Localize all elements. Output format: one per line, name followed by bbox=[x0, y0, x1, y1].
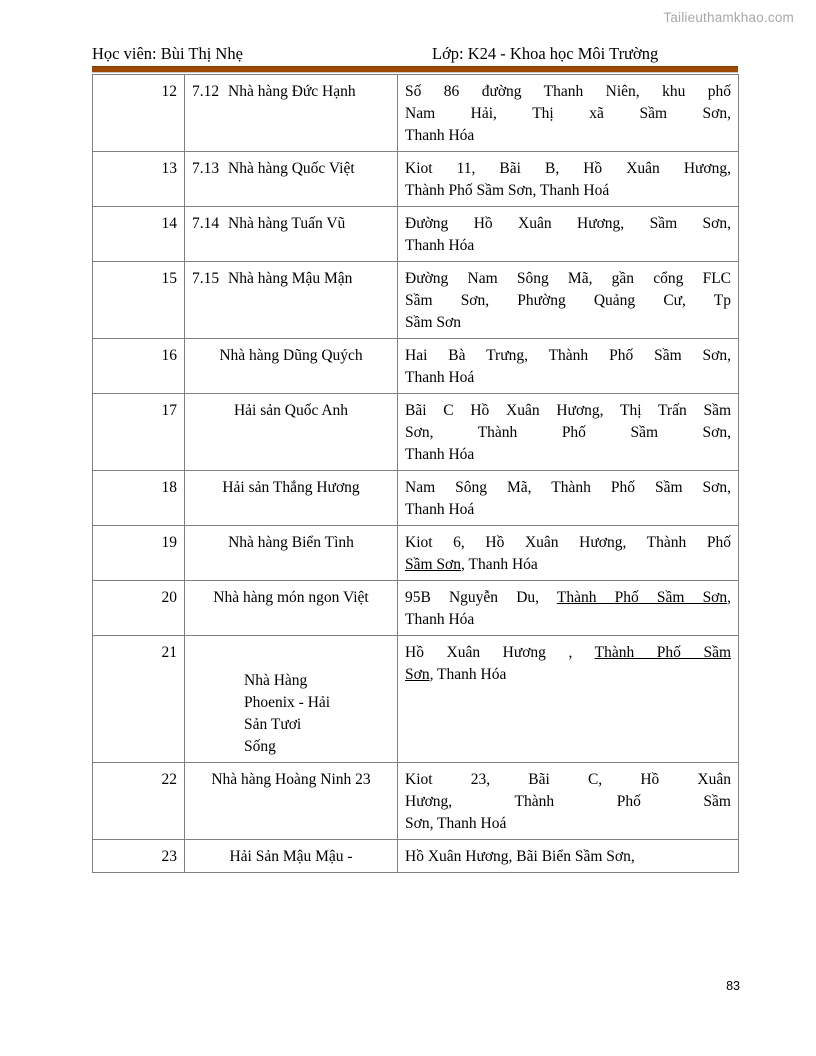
address-line: Bãi C Hồ Xuân Hương, Thị Trấn Sầm bbox=[405, 402, 731, 419]
address-line: Hồ Xuân Hương, Bãi Biển Sầm Sơn, bbox=[405, 848, 635, 865]
restaurant-name-cell bbox=[185, 526, 398, 581]
section-number: 7.15 bbox=[192, 270, 220, 287]
header-rule bbox=[92, 66, 738, 73]
restaurant-name-cell bbox=[185, 207, 398, 262]
restaurant-name-text: Nhà hàng Đức Hạnh bbox=[228, 83, 356, 100]
address-cell bbox=[398, 339, 739, 394]
address-line: Kiot 6, Hồ Xuân Hương, Thành Phố bbox=[405, 534, 731, 551]
row-number-cell: 18 bbox=[93, 471, 185, 526]
address-line: Thanh Hoá bbox=[405, 501, 475, 518]
table-row bbox=[93, 152, 739, 207]
address-line: Thanh Hóa bbox=[405, 237, 475, 254]
row-number-cell: 12 bbox=[93, 75, 185, 152]
address-cell bbox=[398, 207, 739, 262]
row-number-cell: 13 bbox=[93, 152, 185, 207]
table-row bbox=[93, 763, 739, 840]
table-row bbox=[93, 394, 739, 471]
row-number-cell: 17 bbox=[93, 394, 185, 471]
restaurant-name-text: Nhà hàng Dũng Quých bbox=[219, 347, 363, 364]
section-number: 7.13 bbox=[192, 160, 220, 177]
address-line: Sơn, Thanh Hóa bbox=[405, 666, 507, 683]
restaurant-name-text: Hải sản Quốc Anh bbox=[233, 402, 349, 419]
row-number-cell: 20 bbox=[93, 581, 185, 636]
restaurant-name-line: Phoenix - Hải bbox=[244, 694, 331, 711]
address-line: Hương, Thành Phố Sầm bbox=[405, 793, 731, 810]
restaurant-name-text: Nhà hàng món ngon Việt bbox=[213, 589, 369, 606]
restaurant-name-text: Nhà hàng Hoàng Ninh 23 bbox=[211, 771, 371, 788]
restaurant-name-text: Hải sản Thắng Hương bbox=[222, 479, 360, 496]
table-row bbox=[93, 75, 739, 152]
restaurant-name-text: Nhà hàng Biển Tình bbox=[228, 534, 354, 551]
restaurant-name-cell bbox=[185, 471, 398, 526]
address-cell bbox=[398, 840, 739, 873]
row-number-cell: 16 bbox=[93, 339, 185, 394]
address-line: Thanh Hóa bbox=[405, 127, 475, 144]
restaurant-table-wrap bbox=[92, 74, 738, 873]
restaurant-table bbox=[92, 74, 739, 873]
table-row bbox=[93, 636, 739, 763]
header-class-name: Lớp: K24 - Khoa học Môi Trường bbox=[432, 44, 659, 63]
table-row bbox=[93, 262, 739, 339]
row-number-cell: 15 bbox=[93, 262, 185, 339]
restaurant-name-cell bbox=[185, 636, 398, 763]
address-line: Sầm Sơn bbox=[405, 314, 461, 331]
restaurant-name-line: Sống bbox=[244, 738, 276, 755]
table-row bbox=[93, 581, 739, 636]
restaurant-name-text: Nhà hàng Mậu Mận bbox=[228, 270, 353, 287]
address-line: Hai Bà Trưng, Thành Phố Sầm Sơn, bbox=[405, 347, 731, 364]
address-line: Đường Nam Sông Mã, gần cổng FLC bbox=[405, 270, 731, 287]
row-number-cell: 23 bbox=[93, 840, 185, 873]
underlined-place-name: Thành Phố Sầm bbox=[594, 644, 732, 661]
row-number-cell: 21 bbox=[93, 636, 185, 763]
restaurant-name-text: Nhà hàng Quốc Việt bbox=[228, 160, 355, 177]
address-line: Thanh Hoá bbox=[405, 369, 475, 386]
underlined-place-name: Sầm Sơn bbox=[405, 556, 461, 573]
address-cell bbox=[398, 581, 739, 636]
table-row bbox=[93, 471, 739, 526]
underlined-place-name: Sơn bbox=[405, 666, 430, 683]
restaurant-name-line: Nhà Hàng bbox=[244, 672, 308, 689]
table-row bbox=[93, 840, 739, 873]
restaurant-name-cell bbox=[185, 581, 398, 636]
table-row bbox=[93, 207, 739, 262]
table-row bbox=[93, 339, 739, 394]
address-cell bbox=[398, 763, 739, 840]
watermark-text: Tailieuthamkhao.com bbox=[663, 10, 794, 25]
address-line: Sầm Sơn, Phường Quảng Cư, Tp bbox=[405, 292, 731, 309]
header-student-name: Học viên: Bùi Thị Nhẹ bbox=[92, 44, 243, 63]
address-line: Sơn, Thanh Hoá bbox=[405, 815, 507, 832]
address-line: Đường Hồ Xuân Hương, Sầm Sơn, bbox=[405, 215, 731, 232]
address-cell bbox=[398, 75, 739, 152]
restaurant-name-line: Sản Tươi bbox=[244, 716, 302, 733]
section-number: 7.12 bbox=[192, 83, 220, 100]
address-line: Thành Phố Sầm Sơn, Thanh Hoá bbox=[405, 182, 610, 199]
address-line: Nam Sông Mã, Thành Phố Sầm Sơn, bbox=[405, 479, 731, 496]
restaurant-table-body bbox=[93, 75, 739, 873]
restaurant-name-cell bbox=[185, 262, 398, 339]
address-cell bbox=[398, 262, 739, 339]
underlined-place-name: Thành Phố Sầm Sơn bbox=[556, 589, 728, 606]
restaurant-name-block bbox=[192, 642, 390, 758]
address-line: Hồ Xuân Hương , Thành Phố Sầm bbox=[405, 644, 732, 661]
address-cell bbox=[398, 526, 739, 581]
address-line: Thanh Hóa bbox=[405, 611, 475, 628]
restaurant-name-text: Hải Sản Mậu Mậu - bbox=[229, 848, 353, 865]
section-number: 7.14 bbox=[192, 215, 220, 232]
table-row bbox=[93, 526, 739, 581]
address-line: Sơn, Thành Phố Sầm Sơn, bbox=[405, 424, 731, 441]
restaurant-name-text: Nhà hàng Tuấn Vũ bbox=[228, 215, 346, 232]
address-line: 95B Nguyễn Du, Thành Phố Sầm Sơn, bbox=[405, 589, 732, 606]
address-line: Kiot 11, Bãi B, Hồ Xuân Hương, bbox=[405, 160, 731, 177]
restaurant-name-cell bbox=[185, 763, 398, 840]
restaurant-name-cell bbox=[185, 840, 398, 873]
address-cell bbox=[398, 636, 739, 763]
address-line: Thanh Hóa bbox=[405, 446, 475, 463]
address-cell bbox=[398, 471, 739, 526]
address-cell bbox=[398, 394, 739, 471]
row-number-cell: 14 bbox=[93, 207, 185, 262]
address-line: Số 86 đường Thanh Niên, khu phố bbox=[405, 83, 731, 100]
address-line: Nam Hải, Thị xã Sầm Sơn, bbox=[405, 105, 731, 122]
restaurant-name-cell bbox=[185, 152, 398, 207]
restaurant-name-cell bbox=[185, 75, 398, 152]
row-number-cell: 19 bbox=[93, 526, 185, 581]
address-line: Sầm Sơn, Thanh Hóa bbox=[405, 556, 538, 573]
restaurant-name-cell bbox=[185, 394, 398, 471]
restaurant-name-cell bbox=[185, 339, 398, 394]
address-cell bbox=[398, 152, 739, 207]
running-header bbox=[92, 44, 740, 64]
row-number-cell: 22 bbox=[93, 763, 185, 840]
page-number: 83 bbox=[726, 979, 740, 993]
address-line: Kiot 23, Bãi C, Hồ Xuân bbox=[405, 771, 731, 788]
